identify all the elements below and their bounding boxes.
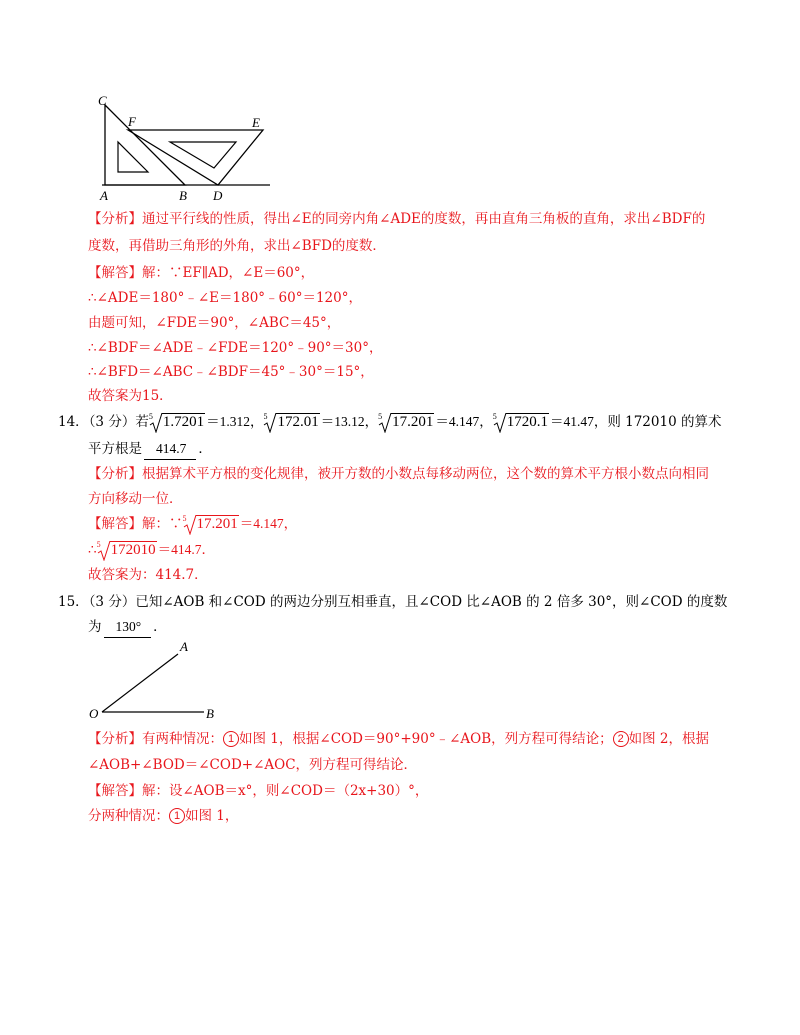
label-c: C (98, 93, 107, 108)
question-text: 平方根是 (88, 441, 142, 457)
q13-final-answer: 故答案为15． (88, 388, 173, 404)
analysis-text: 根据算术平方根的变化规律，被开方数的小数点每移动两位，这个数的算术平方根小数点向相同 (142, 466, 709, 482)
radical-4: 5 1720.1 (492, 412, 548, 430)
radical: 5 17.201 (182, 514, 238, 532)
question-tail: 则 172010 的算术 (607, 414, 722, 430)
solution-text: 解：设∠AOB＝x°，则∠COD＝（2x+30）°， (142, 783, 429, 799)
q15-analysis-line-1 (88, 729, 709, 749)
circled-number-icon: 1 (223, 731, 239, 747)
root-value: ＝4.147， (239, 516, 298, 531)
radicand: 1.7201 (162, 414, 205, 430)
solution-tag: 【解答】 (88, 265, 142, 281)
question-number: 14． (58, 414, 89, 430)
q15-question-line-1 (58, 592, 727, 612)
q14-analysis-line-2: 方向移动一位． (88, 491, 183, 507)
triangle-abc (105, 105, 185, 185)
solution-text: 解：∵ (142, 516, 183, 532)
analysis-text: 通过平行线的性质，得出∠E的同旁内角∠ADE的度数，再由直角三角板的直角，求出∠BDF的 (142, 211, 706, 227)
q13-solution-line-2: ∴∠ADE＝180°﹣∠E＝180°﹣60°＝120°， (88, 290, 362, 306)
q15-question-line-2 (88, 617, 167, 638)
q15-solution-line-2 (88, 806, 238, 826)
q13-solution-line-4: ∴∠BDF＝∠ADE﹣∠FDE＝120°﹣90°＝30°， (88, 340, 383, 356)
question-text: 为 (88, 619, 102, 635)
question-score: （3 分）若 (88, 414, 149, 430)
triangle-abc-inner (118, 142, 148, 172)
solution-text: 如图 1， (185, 808, 239, 824)
q14-question-line-2 (88, 439, 212, 460)
circled-number-icon: 1 (169, 808, 185, 824)
circled-number-icon: 2 (613, 731, 629, 747)
radicand: 17.201 (196, 516, 238, 532)
label-d: D (213, 188, 223, 203)
label-a: A (100, 188, 108, 203)
q13-solution-line-3: 由题可知，∠FDE＝90°，∠ABC＝45°， (88, 315, 341, 331)
label-b: B (179, 188, 187, 203)
root-value: ＝4.147， (435, 414, 493, 429)
radicand: 172.01 (277, 414, 319, 430)
q14-question-line-1 (58, 412, 721, 432)
therefore-symbol: ∴ (88, 542, 97, 558)
q15-solution-line-1 (88, 781, 428, 801)
question-text: ． (198, 441, 212, 457)
triangle-set-square-figure (88, 92, 278, 204)
q14-analysis-line-1 (88, 464, 709, 484)
analysis-text: 有两种情况： (142, 731, 223, 747)
radicand: 17.201 (392, 414, 434, 430)
label-a: A (180, 639, 188, 654)
q14-solution-line-2 (88, 540, 215, 560)
analysis-tag: 【分析】 (88, 211, 142, 227)
radicand: 172010 (110, 542, 156, 558)
label-o: O (89, 706, 99, 721)
analysis-tag: 【分析】 (88, 731, 142, 747)
radical-3: 5 17.201 (378, 412, 434, 430)
label-f: F (128, 114, 136, 129)
radical-2: 5 172.01 (263, 412, 319, 430)
q13-analysis-line-2: 度数，再借助三角形的外角，求出∠BFD的度数． (88, 238, 386, 254)
radical: 5 172010 (96, 540, 156, 558)
analysis-text: 如图 1，根据∠COD＝90°+90°﹣∠AOB，列方程可得结论； (239, 731, 613, 747)
ray-oa (102, 654, 178, 712)
analysis-text: 如图 2，根据 (628, 731, 710, 747)
root-value: ＝1.312， (206, 414, 264, 429)
question-number: 15． (58, 594, 89, 610)
question-text: ． (153, 619, 167, 635)
q15-analysis-line-2: ∠AOB+∠BOD＝∠COD+∠AOC，列方程可得结论． (88, 757, 418, 773)
q14-solution-line-1 (88, 514, 297, 534)
solution-tag: 【解答】 (88, 783, 142, 799)
answer-blank: 130° (104, 617, 152, 638)
label-b: B (206, 706, 214, 721)
answer-blank: 414.7 (144, 439, 196, 460)
root-value: ＝414.7． (157, 542, 215, 557)
root-value: ＝41.47， (549, 414, 608, 429)
triangle-fde-inner (170, 142, 236, 168)
radicand: 1720.1 (506, 414, 548, 430)
solution-text: 解：∵EF∥AD，∠E＝60°， (142, 265, 315, 281)
q13-solution-line-1 (88, 263, 314, 283)
root-value: ＝13.12， (320, 414, 379, 429)
solution-tag: 【解答】 (88, 516, 142, 532)
radical-1: 5 1.7201 (148, 412, 205, 430)
label-e: E (252, 115, 260, 130)
solution-text: 分两种情况： (88, 808, 169, 824)
angle-aob-figure (86, 636, 226, 726)
q13-solution-line-5: ∴∠BFD＝∠ABC﹣∠BDF＝45°﹣30°＝15°， (88, 364, 374, 380)
q13-analysis-line-1 (88, 209, 705, 229)
analysis-tag: 【分析】 (88, 466, 142, 482)
q14-final-answer: 故答案为：414.7． (88, 567, 208, 583)
question-text: （3 分）已知∠AOB 和∠COD 的两边分别互相垂直，且∠COD 比∠AOB 的 2 倍多 30°，则∠COD 的度数 (88, 594, 728, 610)
